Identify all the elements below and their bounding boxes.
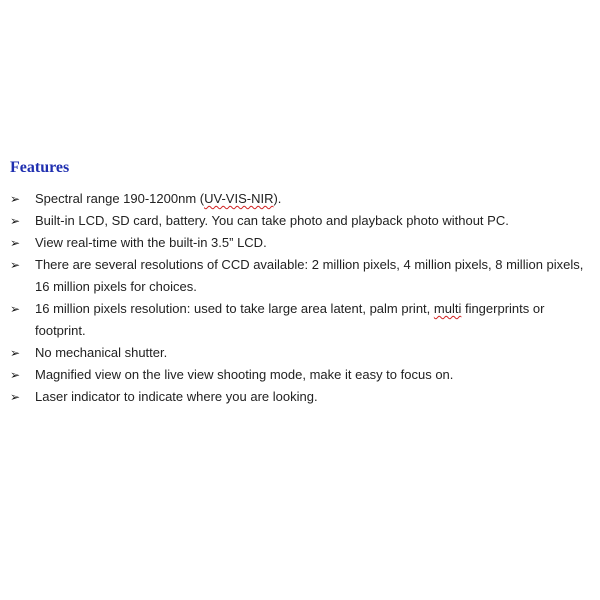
feature-text: Built-in LCD, SD card, battery. You can take photo and playback photo without PC. [35,213,509,228]
feature-text: There are several resolutions of CCD available: 2 million pixels, 4 million pixels, 8 million pixels, 16 million pixels for choices. [35,257,584,294]
feature-item-2 [10,210,595,232]
feature-item-8 [10,386,595,408]
feature-text: No mechanical shutter. [35,345,168,360]
feature-text: 16 million pixels resolution: used to take large area latent, palm print, multi fingerprints or footprint. [35,301,545,338]
feature-text: Magnified view on the live view shooting mode, make it easy to focus on. [35,367,454,382]
spellcheck-marked-word: multi [433,301,462,316]
spellcheck-marked-word: UV-VIS-NIR [204,191,274,206]
arrow-bullet-icon: ➢ [10,214,21,228]
arrow-bullet-icon: ➢ [10,258,21,272]
feature-item-3 [10,232,595,254]
feature-item-4 [10,254,595,298]
feature-text: Spectral range 190-1200nm (UV-VIS-NIR). [35,191,282,206]
features-heading: Features [10,159,70,176]
arrow-bullet-icon: ➢ [10,192,21,206]
arrow-bullet-icon: ➢ [10,302,21,316]
feature-text: Laser indicator to indicate where you are looking. [35,389,318,404]
arrow-bullet-icon: ➢ [10,368,21,382]
arrow-bullet-icon: ➢ [10,346,21,360]
feature-item-6 [10,342,595,364]
feature-item-5 [10,298,595,342]
feature-item-7 [10,364,595,386]
feature-list [10,188,595,408]
arrow-bullet-icon: ➢ [10,390,21,404]
feature-text: View real-time with the built-in 3.5” LCD. [35,235,267,250]
feature-item-1 [10,188,595,210]
arrow-bullet-icon: ➢ [10,236,21,250]
